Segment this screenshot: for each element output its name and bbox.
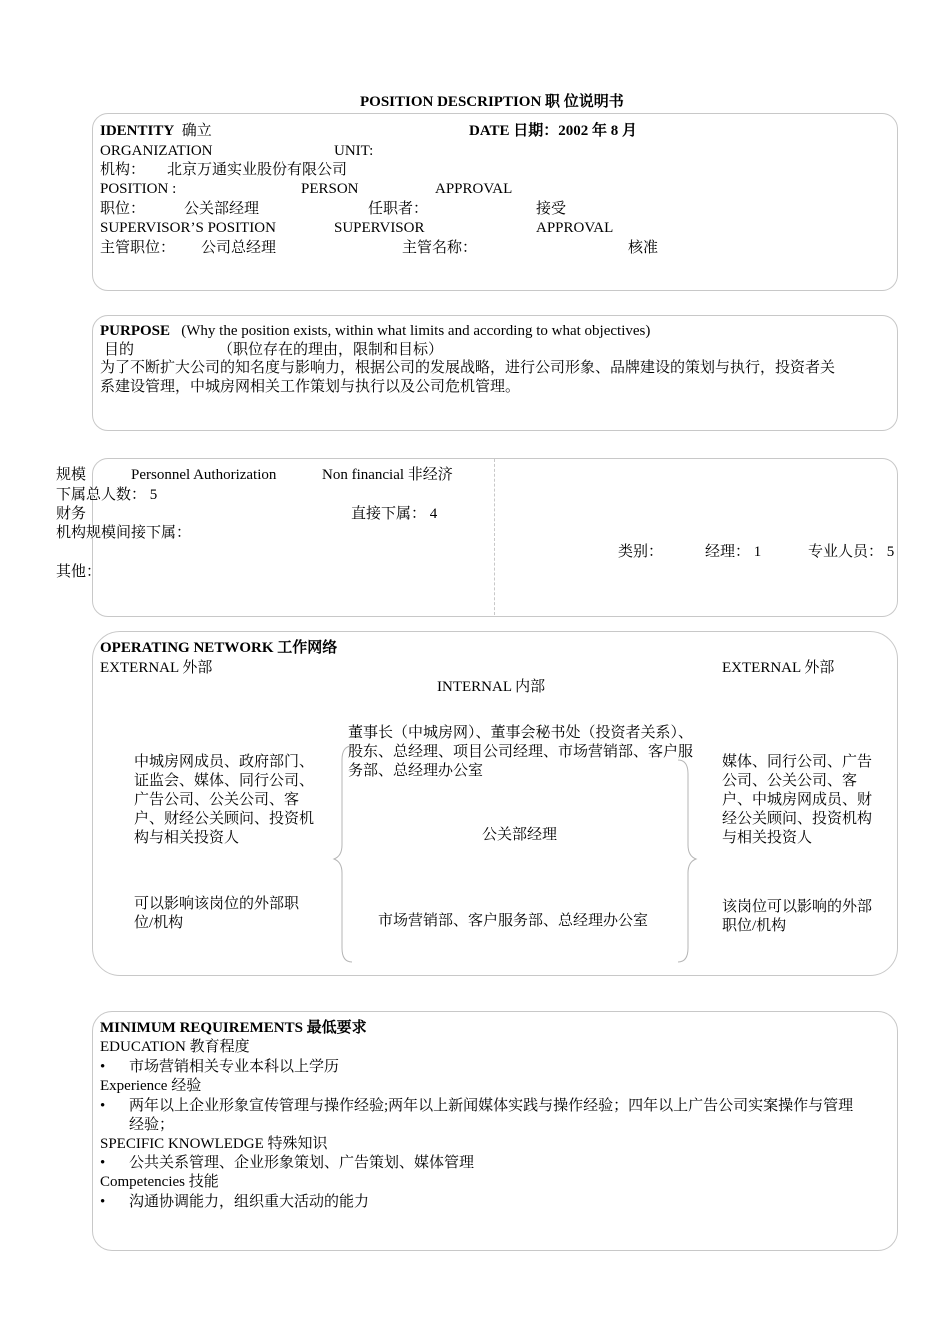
experience-item-cont: 经验；: [129, 1117, 175, 1133]
internal-top-list: 董事长（中城房网）、董事会秘书处（投资者关系）、股东、总经理、项目公司经理、市场营销部、客户服务部、总经理办公室: [348, 725, 694, 779]
supervisor-position-value: 公司总经理: [201, 240, 277, 256]
supervisor-position-label: SUPERVISOR’S POSITION: [100, 220, 276, 236]
internal-bottom-list: 市场营销部、客户服务部、总经理办公室: [378, 913, 649, 929]
approval-label-2: APPROVAL: [536, 220, 614, 236]
knowledge-label: SPECIFIC KNOWLEDGE 特殊知识: [100, 1136, 328, 1152]
date-field: DATE 日期：2002 年 8 月: [469, 123, 638, 139]
purpose-text-line-1: 为了不断扩大公司的知名度与影响力，根据公司的发展战略，进行公司形象、品牌建设的策划与执行，投资者关: [100, 360, 836, 376]
scale-label: 规模: [56, 467, 87, 483]
education-label: EDUCATION 教育程度: [100, 1039, 250, 1055]
incumbent-cn-label: 任职者：: [368, 201, 429, 217]
internal-bracket: [330, 740, 710, 965]
purpose-heading-cn: 目的: [104, 342, 135, 358]
supervisor-label: SUPERVISOR: [334, 220, 425, 236]
approval-label: APPROVAL: [435, 181, 513, 197]
external-right-list: 媒体、同行公司、广告公司、公关公司、客户、中城房网成员、财经公关顾问、投资机构与相关投资人: [722, 754, 873, 846]
accept-cn: 接受: [536, 201, 567, 217]
internal-label: INTERNAL 内部: [437, 679, 546, 695]
experience-label: Experience 经验: [100, 1078, 202, 1094]
position-label: POSITION :: [100, 181, 177, 197]
purpose-heading: PURPOSE (Why the position exists, within what limits and according to what objectives): [100, 323, 651, 339]
center-position: 公关部经理: [482, 827, 558, 843]
total-subordinates: 下属总人数： 5: [56, 487, 158, 503]
external-left-list: 中城房网成员、政府部门、证监会、媒体、同行公司、广告公司、公关公司、客户、财经公关顾问、投资机构与相关投资人: [134, 754, 315, 846]
professionals-count: 专业人员： 5: [808, 544, 895, 560]
unit-label: UNIT:: [334, 143, 374, 159]
supervisor-position-cn-label: 主管职位：: [100, 240, 176, 256]
purpose-text-line-2: 系建设管理，中城房网相关工作策划与执行以及公司危机管理。: [100, 379, 521, 395]
supervisor-name-cn-label: 主管名称：: [402, 240, 478, 256]
person-label: PERSON: [301, 181, 359, 197]
scale-divider: [494, 459, 495, 615]
position-value: 公关部经理: [184, 201, 260, 217]
left-influence-note: 可以影响该岗位的外部职位/机构: [134, 896, 300, 931]
personnel-authorization: Personnel Authorization: [131, 467, 277, 483]
position-cn-label: 职位：: [100, 201, 146, 217]
competencies-item: • 沟通协调能力，组织重大活动的能力: [129, 1193, 369, 1212]
category-label: 类别：: [618, 544, 664, 560]
knowledge-item: • 公共关系管理、企业形象策划、广告策划、媒体管理: [129, 1154, 474, 1173]
finance-label: 财务: [56, 506, 87, 522]
manager-count: 经理： 1: [705, 544, 762, 560]
organization-label: ORGANIZATION: [100, 143, 213, 159]
external-left-label: EXTERNAL 外部: [100, 660, 213, 676]
org-scale-indirect: 机构规模间接下属：: [56, 525, 192, 541]
non-financial: Non financial 非经济: [322, 467, 453, 483]
requirements-heading: MINIMUM REQUIREMENTS 最低要求: [100, 1020, 367, 1036]
approve-cn: 核准: [628, 240, 659, 256]
direct-subordinates: 直接下属： 4: [351, 506, 438, 522]
document-title: POSITION DESCRIPTION 职 位说明书: [360, 94, 624, 110]
experience-item: • 两年以上企业形象宣传管理与操作经验;两年以上新闻媒体实践与操作经验；四年以上广告公司实案操作与管理: [129, 1097, 853, 1116]
competencies-label: Competencies 技能: [100, 1174, 219, 1190]
right-influence-note: 该岗位可以影响的外部职位/机构: [722, 899, 873, 934]
other-label: 其他：: [56, 564, 102, 580]
purpose-heading-note-cn: （职位存在的理由，限制和目标）: [218, 342, 444, 358]
org-cn-label: 机构：: [100, 162, 146, 178]
external-right-label: EXTERNAL 外部: [722, 660, 835, 676]
network-heading: OPERATING NETWORK 工作网络: [100, 640, 338, 656]
org-value: 北京万通实业股份有限公司: [167, 162, 348, 178]
education-item: • 市场营销相关专业本科以上学历: [129, 1058, 339, 1077]
identity-heading: IDENTITY 确立: [100, 123, 212, 139]
